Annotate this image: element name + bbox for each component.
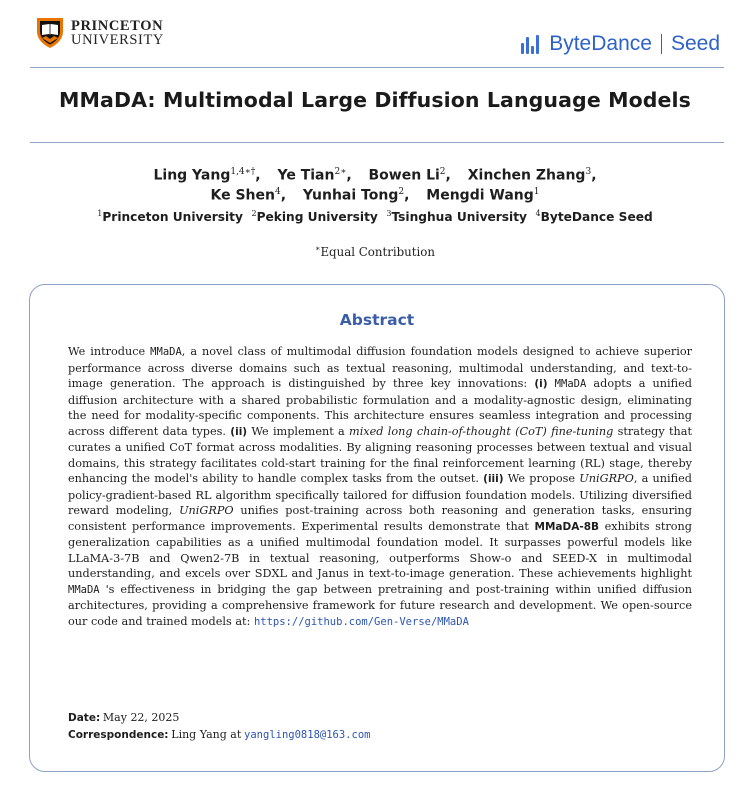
email-link[interactable]: yangling0818@163.com [244,729,371,741]
author-affil-mark: 1,4∗† [230,167,256,177]
affiliations [0,209,750,224]
correspondence-line [68,728,370,741]
github-link[interactable]: https://github.com/Gen-Verse/MMaDA [253,615,469,628]
author-list-row-2: Ke Shen$^4$, Yunhai Tong$^2$, Mengdi Wang$^1$ [210,187,540,204]
innovation-label: (iii) [483,473,504,485]
affiliation: Princeton University [102,210,243,225]
date-value: May 22, 2025 [102,711,180,724]
author-affil-mark: 3 [585,167,592,177]
author-name: Ke Shen [210,187,275,204]
abstract-segment: , a novel class of multimodal diffusion foundation models designed to achieve superior performance across diverse domains such as textual reasoning, multimodal understanding, and text-to-image generation. The approach is distinguished by three key innovations: [68,345,692,390]
page-header [0,0,750,68]
header-rule [30,67,724,68]
correspondence-label: Correspondence: [68,729,169,741]
princeton-shield-icon [36,16,64,49]
author-name: Mengdi Wang [426,187,534,204]
affil-mark: 3 [386,209,392,218]
abstract-segment: We implement a [247,424,350,438]
author-name: Ling Yang [153,167,231,184]
abstract-segment: , a unified policy-gradient-based RL algorithm specifically tailored for diffusion foundation models. Utilizing diversified reward modeling, [68,472,693,517]
bytedance-bars-icon [521,34,541,54]
affil-mark: 2 [251,209,257,218]
author-name: Ye Tian [277,167,335,184]
author-affil-mark: 1 [533,187,540,197]
abstract-segment: strategy that curates a unified CoT format across modalities. By aligning reasoning processes between textual and visual domains, this strategy facilitates cold-start training for the final reinforcement learning (RL) stage, thereby enhancing the model's ability to handle complex tasks from the outset. [68,424,693,485]
date-label: Date: [68,712,101,724]
paper-title: MMaDA: Multimodal Large Diffusion Language Models [59,88,691,112]
author-affil-mark: 2 [439,167,446,177]
abstract-segment: adopts a unified diffusion architecture with a shared probabilistic formulation and a modality-agnostic design, eliminating the need for modality-specific components. This architecture ensures seamless integration and processing across different data types. [68,377,693,438]
innovation-label: (i) [534,378,548,390]
bytedance-wordmark: ByteDance [549,32,652,55]
author-affil-mark: 2 [398,187,405,197]
author-affil-mark: 2∗ [334,167,347,177]
affil-mark: 1 [97,209,103,218]
abstract-segment: exhibits strong generalization capabilities as a unified multimodal foundation model. It surpasses powerful models like LLaMA-3-7B and Qwen2-7B in textual reasoning, outperforms Show-o and SEED-X in multimodal understanding, and excels over SDXL and Janus in text-to-image generation. These achievements highlight [68,519,693,580]
princeton-wordmark-line1: PRINCETON [71,17,164,34]
model-name: MMaDA [554,378,587,390]
abstract-text [68,344,692,630]
abstract-segment: 's effectiveness in bridging the gap between pretraining and post-training within unified diffusion architectures, providing a comprehensive framework for future research and development. We open-source our code and trained models at: [68,582,692,628]
correspondence-value: Ling Yang at [171,728,242,741]
author-affil-mark: 4 [274,187,281,197]
method-name: mixed long chain-of-thought (CoT) fine-tuning [349,424,614,438]
author-name: Yunhai Tong [302,187,399,204]
author-list-row-1: Ling Yang$^{1,4∗\dagger}$, Ye Tian$^{2∗}$, Bowen Li$^2$, Xinchen Zhang$^3$, [153,167,597,184]
princeton-wordmark-line2: UNIVERSITY [71,31,164,48]
method-name: UniGRPO [179,504,234,517]
logo-divider [661,34,662,54]
method-name: UniGRPO [579,472,634,485]
date-line [68,711,179,724]
abstract-heading: Abstract [339,311,415,329]
abstract-segment: We introduce [68,345,151,358]
bytedance-seed-logo [521,32,720,56]
equal-contribution-note [0,244,750,259]
model-name: MMaDA-8B [534,520,600,533]
model-name: MMaDA [68,583,100,596]
abstract-segment: unifies post-training across both reasoning and generation tasks, ensuring consistent performance improvements. Experimental results demonstrate that [68,504,693,533]
princeton-logo [36,16,164,49]
abstract-segment: We propose [503,472,580,485]
affiliation: ByteDance Seed [540,210,653,225]
author-name: Xinchen Zhang [467,167,586,184]
equal-contribution-mark: ∗ [315,244,321,253]
model-name: MMaDA [150,346,182,358]
innovation-label: (ii) [230,425,248,438]
affil-mark: 4 [535,209,541,218]
abstract-box [29,284,725,772]
author-name: Bowen Li [368,167,440,184]
equal-contribution-text: Equal Contribution [320,244,435,259]
affiliation: Tsinghua University [391,210,527,225]
affiliation: Peking University [256,210,378,225]
title-rule [30,142,724,143]
seed-wordmark: Seed [670,32,720,55]
